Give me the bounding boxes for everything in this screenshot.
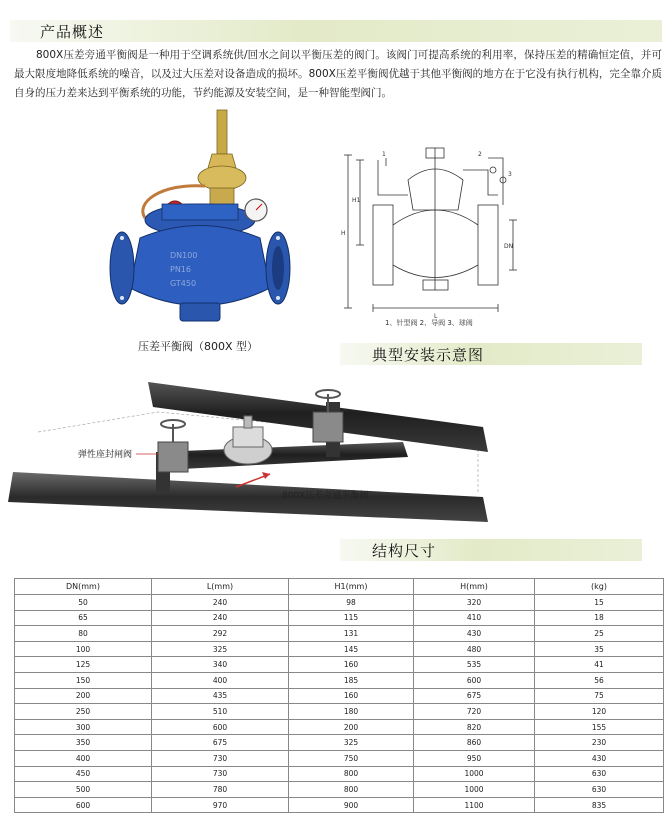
table-cell: 675 <box>152 735 289 751</box>
table-cell: 155 <box>535 719 664 735</box>
table-cell: 500 <box>15 782 152 798</box>
table-cell: 600 <box>15 797 152 813</box>
table-cell: 160 <box>289 657 414 673</box>
table-cell: 730 <box>152 750 289 766</box>
table-cell: 150 <box>15 672 152 688</box>
table-cell: 200 <box>289 719 414 735</box>
parts-note: 1、针型阀 2、导阀 3、球阀 <box>385 319 473 327</box>
dim-dn: DN <box>504 243 514 250</box>
table-row <box>15 641 664 657</box>
table-cell: 600 <box>414 672 535 688</box>
overview-section-title: 产品概述 <box>40 23 105 41</box>
table-cell: 180 <box>289 704 414 720</box>
table-cell: 950 <box>414 750 535 766</box>
table-cell: 410 <box>414 610 535 626</box>
table-cell: 820 <box>414 719 535 735</box>
table-row <box>15 595 664 611</box>
table-row <box>15 797 664 813</box>
table-row <box>15 704 664 720</box>
table-cell: 145 <box>289 641 414 657</box>
table-row <box>15 657 664 673</box>
table-cell: 250 <box>15 704 152 720</box>
table-cell: 18 <box>535 610 664 626</box>
table-cell: 230 <box>535 735 664 751</box>
dim-l: L <box>434 313 438 320</box>
table-cell: 56 <box>535 672 664 688</box>
table-cell: 720 <box>414 704 535 720</box>
table-cell: 325 <box>152 641 289 657</box>
gate-valve-label: 弹性座封闸阀 <box>78 450 133 460</box>
table-cell: 600 <box>152 719 289 735</box>
table-cell: 160 <box>289 688 414 704</box>
table-cell: 750 <box>289 750 414 766</box>
table-cell: 510 <box>152 704 289 720</box>
table-cell: 200 <box>15 688 152 704</box>
table-cell: 1100 <box>414 797 535 813</box>
mark-3: 3 <box>508 171 512 178</box>
table-row <box>15 610 664 626</box>
table-cell: 320 <box>414 595 535 611</box>
table-cell: 240 <box>152 610 289 626</box>
table-cell: 1000 <box>414 782 535 798</box>
table-cell: 780 <box>152 782 289 798</box>
table-row <box>15 688 664 704</box>
table-cell: 300 <box>15 719 152 735</box>
table-cell: 675 <box>414 688 535 704</box>
dimensions-section-title: 结构尺寸 <box>372 542 437 560</box>
col-kg: (kg) <box>535 579 664 595</box>
table-cell: 630 <box>535 782 664 798</box>
table-cell: 292 <box>152 626 289 642</box>
col-l: L(mm) <box>152 579 289 595</box>
table-cell: 480 <box>414 641 535 657</box>
dim-h: H <box>341 230 346 237</box>
table-cell: 340 <box>152 657 289 673</box>
table-cell: 100 <box>15 641 152 657</box>
table-cell: 15 <box>535 595 664 611</box>
table-body <box>15 595 664 813</box>
bypass-valve-label: 800X压差旁通平衡阀 <box>282 491 369 501</box>
valve-section-drawing <box>338 140 528 330</box>
table-cell: 240 <box>152 595 289 611</box>
valve-mark-dn: DN100 <box>170 251 198 260</box>
table-row <box>15 719 664 735</box>
table-cell: 800 <box>289 782 414 798</box>
mark-1: 1 <box>382 151 386 158</box>
table-cell: 435 <box>152 688 289 704</box>
dimensions-table <box>14 578 664 813</box>
table-cell: 1000 <box>414 766 535 782</box>
table-cell: 125 <box>15 657 152 673</box>
table-cell: 50 <box>15 595 152 611</box>
table-cell: 131 <box>289 626 414 642</box>
table-row <box>15 626 664 642</box>
table-cell: 115 <box>289 610 414 626</box>
table-header-row <box>15 579 664 595</box>
table-row <box>15 766 664 782</box>
table-cell: 800 <box>289 766 414 782</box>
table-cell: 535 <box>414 657 535 673</box>
table-cell: 80 <box>15 626 152 642</box>
table-cell: 630 <box>535 766 664 782</box>
table-row <box>15 735 664 751</box>
dim-h1: H1 <box>352 197 361 204</box>
table-cell: 730 <box>152 766 289 782</box>
col-h: H(mm) <box>414 579 535 595</box>
mark-2: 2 <box>478 151 482 158</box>
valve-product-image <box>100 108 300 338</box>
table-cell: 350 <box>15 735 152 751</box>
table-cell: 25 <box>535 626 664 642</box>
table-cell: 900 <box>289 797 414 813</box>
table-cell: 98 <box>289 595 414 611</box>
table-cell: 35 <box>535 641 664 657</box>
valve-mark-model: GT450 <box>170 279 197 288</box>
table-row <box>15 750 664 766</box>
col-h1: H1(mm) <box>289 579 414 595</box>
table-cell: 970 <box>152 797 289 813</box>
table-cell: 325 <box>289 735 414 751</box>
valve-mark-pn: PN16 <box>170 265 191 274</box>
intro-paragraph: 800X压差旁通平衡阀是一种用于空调系统供/回水之间以平衡压差的阀门。该阀门可提高系统的利用率，保持压差的精确恒定值，并可最大限度地降低系统的噪音，以及过大压差对设备造成的损坏。800X压差平衡阀优越于其他平衡阀的地方在于它没有执行机构，完全靠介质自身的压力差来达到平衡系统的功能，节约能源及安装空间，是一种智能型阀门。 <box>14 49 662 99</box>
col-dn: DN(mm) <box>15 579 152 595</box>
table-cell: 400 <box>15 750 152 766</box>
table-cell: 120 <box>535 704 664 720</box>
table-cell: 860 <box>414 735 535 751</box>
install-section-title: 典型安装示意图 <box>372 346 485 364</box>
table-cell: 400 <box>152 672 289 688</box>
table-cell: 835 <box>535 797 664 813</box>
overview-section-bar <box>10 20 662 42</box>
table-row <box>15 672 664 688</box>
table-cell: 65 <box>15 610 152 626</box>
table-cell: 75 <box>535 688 664 704</box>
product-caption: 压差平衡阀（800X 型） <box>138 340 259 353</box>
table-cell: 41 <box>535 657 664 673</box>
table-cell: 430 <box>414 626 535 642</box>
table-cell: 185 <box>289 672 414 688</box>
table-row <box>15 782 664 798</box>
table-cell: 450 <box>15 766 152 782</box>
table-cell: 430 <box>535 750 664 766</box>
